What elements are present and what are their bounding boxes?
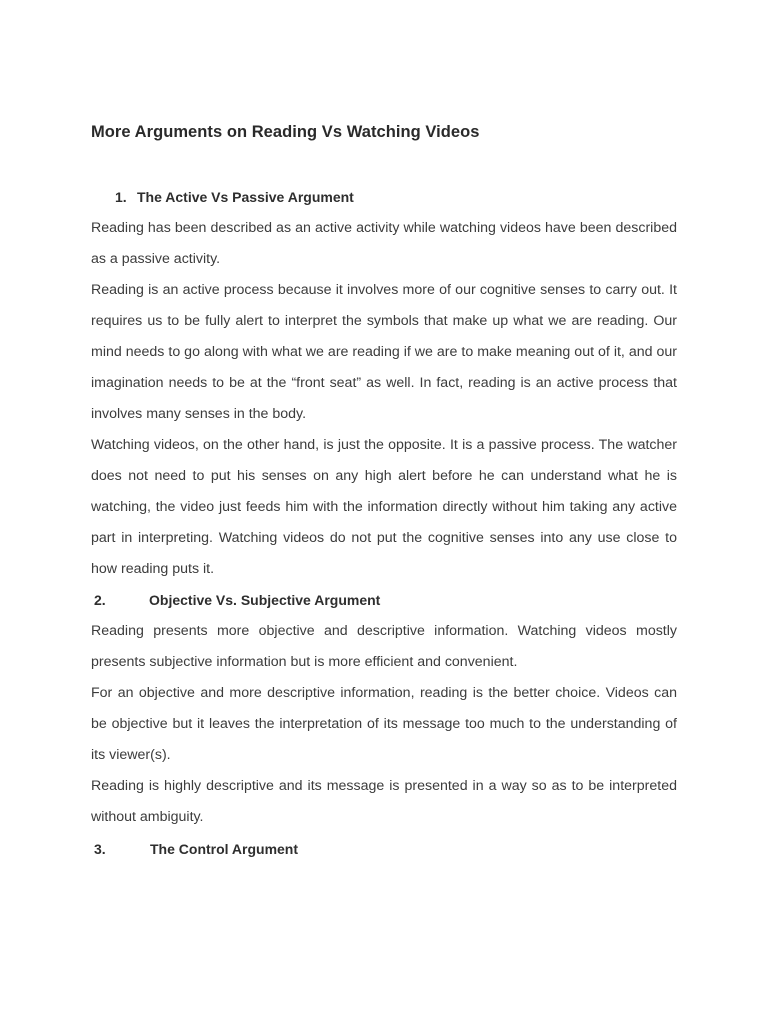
- paragraph: Reading presents more objective and descriptive information. Watching videos mostly presents subjective information but is more efficient and convenient.: [91, 623, 677, 670]
- document-title: More Arguments on Reading Vs Watching Videos: [91, 123, 480, 141]
- section-number: 3.: [94, 841, 106, 857]
- paragraph: For an objective and more descriptive information, reading is the better choice. Videos can be objective but it leaves the interpretation of its message too much to the understanding of its viewer(s).: [91, 685, 677, 763]
- section-title: The Active Vs Passive Argument: [137, 189, 354, 205]
- section-number: 1.: [115, 189, 127, 205]
- paragraph: Watching videos, on the other hand, is just the opposite. It is a passive process. The watcher does not need to put his senses on any high alert before he can understand what he is watching, the video just feeds him with the information directly without him taking any active part in interpreting. Watching videos do not put the cognitive senses into any use close to how reading puts it.: [91, 437, 677, 577]
- paragraph: Reading has been described as an active activity while watching videos have been described as a passive activity.: [91, 220, 677, 267]
- section-title: The Control Argument: [150, 841, 299, 857]
- paragraph: Reading is an active process because it involves more of our cognitive senses to carry out. It requires us to be fully alert to interpret the symbols that make up what we are reading. Our mind needs to go along with what we are reading if we are to make meaning out of it, and our imagination needs to be at the “front seat” as well. In fact, reading is an active process that involves many senses in the body.: [91, 282, 677, 422]
- section-title: Objective Vs. Subjective Argument: [149, 592, 381, 608]
- section-number: 2.: [94, 592, 106, 608]
- paragraph: Reading is highly descriptive and its message is presented in a way so as to be interpreted without ambiguity.: [91, 778, 677, 825]
